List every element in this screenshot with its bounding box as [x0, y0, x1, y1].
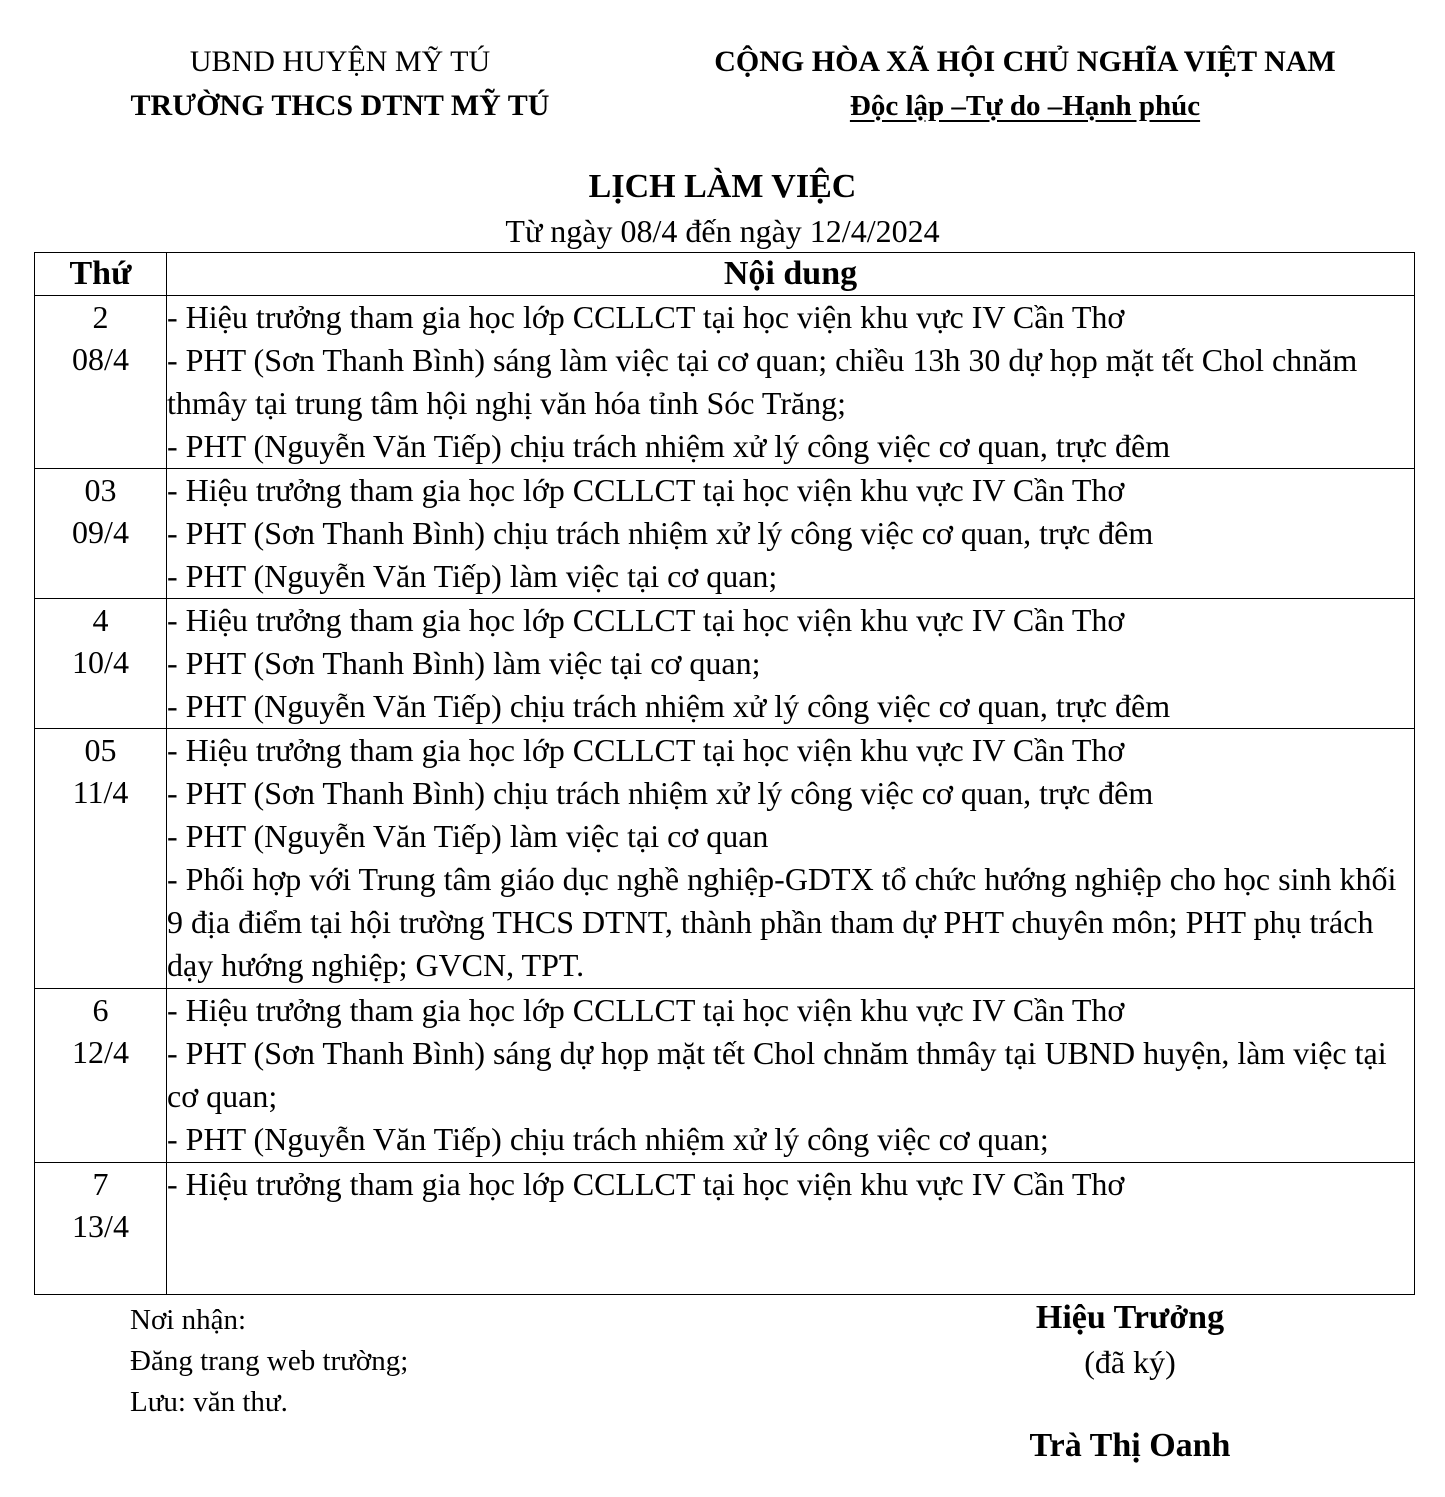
day-cell	[35, 599, 167, 729]
signer-position: Hiệu Trưởng	[1035, 1299, 1225, 1336]
task-line: - PHT (Sơn Thanh Bình) sáng làm việc tại cơ quan; chiều 13h 30 dự họp mặt tết Chol chnăm thmây tại trung tâm hội nghị văn hóa tỉnh Sóc Trăng;	[167, 342, 1358, 421]
table-row	[35, 989, 1415, 1163]
signed-note: (đã ký)	[1084, 1344, 1176, 1380]
table-row	[35, 729, 1415, 989]
table-row	[35, 1163, 1415, 1295]
content-cell	[167, 599, 1415, 729]
day-date: 12/4	[72, 1034, 129, 1070]
recipients-label: Nơi nhận:	[130, 1304, 247, 1336]
content-cell	[167, 729, 1415, 989]
day-date: 10/4	[72, 644, 129, 680]
day-number: 7	[92, 1166, 109, 1202]
national-header	[660, 40, 1390, 128]
day-cell	[35, 296, 167, 469]
signer-name: Trà Thị Oanh	[1029, 1427, 1231, 1464]
task-line: - Phối hợp với Trung tâm giáo dục nghề nghiệp-GDTX tổ chức hướng nghiệp cho học sinh khối 9 địa điểm tại hội trường THCS DTNT, thành phần tham dự PHT chuyên môn; PHT phụ trách dạy hướng nghiệp; GVCN, TPT.	[167, 861, 1397, 983]
day-date: 08/4	[72, 341, 129, 377]
task-line: - PHT (Nguyễn Văn Tiếp) chịu trách nhiệm xử lý công việc cơ quan;	[167, 1121, 1049, 1157]
document-title: LỊCH LÀM VIỆC	[588, 168, 857, 205]
task-line: - PHT (Nguyễn Văn Tiếp) làm việc tại cơ quan;	[167, 558, 778, 594]
task-line: - Hiệu trưởng tham gia học lớp CCLLCT tại học viện khu vực IV Cần Thơ	[167, 992, 1125, 1028]
task-line: - PHT (Nguyễn Văn Tiếp) làm việc tại cơ quan	[167, 818, 769, 854]
task-line: - PHT (Nguyễn Văn Tiếp) chịu trách nhiệm xử lý công việc cơ quan, trực đêm	[167, 428, 1171, 464]
task-line: - PHT (Nguyễn Văn Tiếp) chịu trách nhiệm xử lý công việc cơ quan, trực đêm	[167, 688, 1171, 724]
date-range: Từ ngày 08/4 đến ngày 12/4/2024	[505, 213, 940, 249]
content-cell	[167, 296, 1415, 469]
header-day: Thứ	[35, 253, 167, 296]
day-number: 4	[92, 602, 109, 638]
day-number: 03	[84, 472, 117, 508]
school-name: TRƯỜNG THCS DTNT MỸ TÚ	[130, 89, 550, 122]
recipient-item: Lưu: văn thư.	[130, 1386, 288, 1418]
table-row	[35, 599, 1415, 729]
table-row	[35, 296, 1415, 469]
recipients-block	[130, 1300, 730, 1423]
day-cell	[35, 729, 167, 989]
day-date: 09/4	[72, 514, 129, 550]
task-line: - Hiệu trưởng tham gia học lớp CCLLCT tại học viện khu vực IV Cần Thơ	[167, 472, 1125, 508]
header-content: Nội dung	[167, 253, 1415, 296]
signature-block	[930, 1296, 1330, 1468]
day-date: 13/4	[72, 1208, 129, 1244]
table-header-row	[35, 253, 1415, 296]
motto: Độc lập –Tự do –Hạnh phúc	[849, 90, 1201, 122]
table-row	[35, 469, 1415, 599]
task-line: - PHT (Sơn Thanh Bình) chịu trách nhiệm xử lý công việc cơ quan, trực đêm	[167, 515, 1154, 551]
day-cell	[35, 469, 167, 599]
day-cell	[35, 989, 167, 1163]
agency-line-1: UBND HUYỆN MỸ TÚ	[189, 45, 491, 78]
schedule-body	[35, 296, 1415, 1295]
schedule-table	[34, 252, 1415, 1295]
task-line: - PHT (Sơn Thanh Bình) chịu trách nhiệm xử lý công việc cơ quan, trực đêm	[167, 775, 1154, 811]
content-cell	[167, 1163, 1415, 1295]
task-line: - Hiệu trưởng tham gia học lớp CCLLCT tại học viện khu vực IV Cần Thơ	[167, 602, 1125, 638]
recipient-item: Đăng trang web trường;	[130, 1345, 409, 1377]
day-cell	[35, 1163, 167, 1295]
country-name: CỘNG HÒA XÃ HỘI CHỦ NGHĨA VIỆT NAM	[714, 45, 1336, 78]
task-line: - PHT (Sơn Thanh Bình) làm việc tại cơ quan;	[167, 645, 761, 681]
content-cell	[167, 469, 1415, 599]
day-number: 6	[92, 992, 109, 1028]
task-line: - Hiệu trưởng tham gia học lớp CCLLCT tại học viện khu vực IV Cần Thơ	[167, 732, 1125, 768]
task-line: - Hiệu trưởng tham gia học lớp CCLLCT tại học viện khu vực IV Cần Thơ	[167, 1166, 1125, 1202]
task-line: - PHT (Sơn Thanh Bình) sáng dự họp mặt tết Chol chnăm thmây tại UBND huyện, làm việc tại cơ quan;	[167, 1035, 1387, 1114]
issuing-agency	[60, 40, 620, 128]
day-date: 11/4	[72, 774, 129, 810]
day-number: 2	[92, 299, 109, 335]
day-number: 05	[84, 732, 117, 768]
content-cell	[167, 989, 1415, 1163]
task-line: - Hiệu trưởng tham gia học lớp CCLLCT tại học viện khu vực IV Cần Thơ	[167, 299, 1125, 335]
